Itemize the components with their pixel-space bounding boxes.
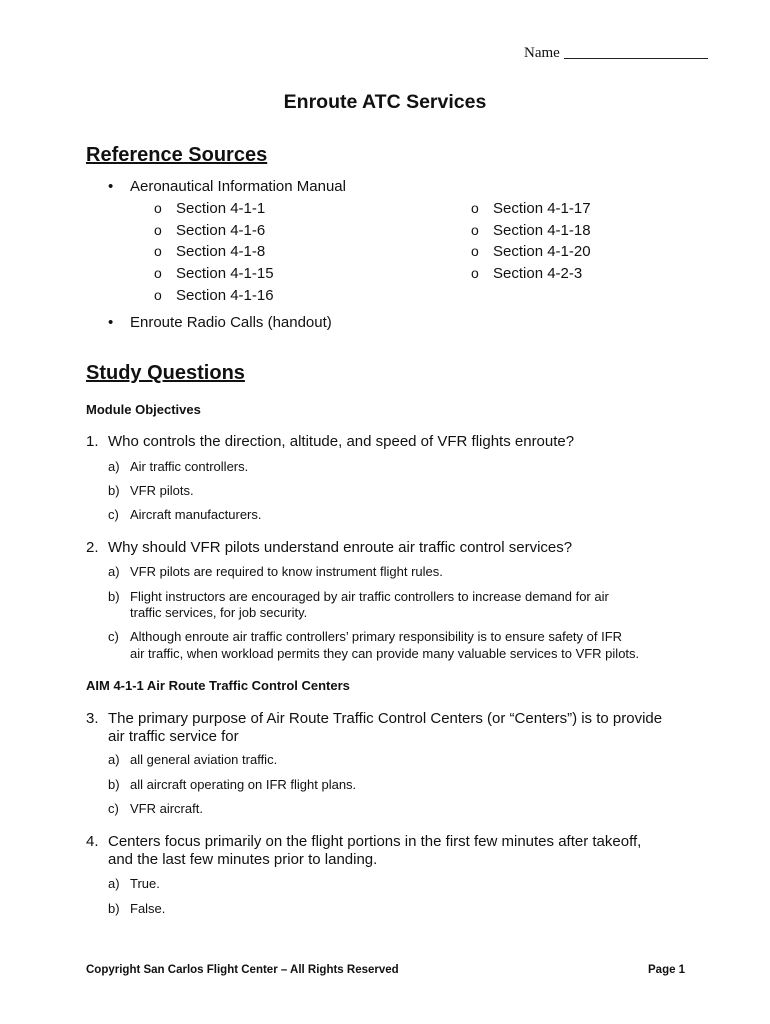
reference-item-label: Enroute Radio Calls (handout) [130,314,332,331]
option-label: b) [108,589,120,604]
answer-option [108,901,165,916]
option-text: False. [130,901,166,916]
option-text: VFR pilots are required to know instrument flight rules. [130,564,443,579]
option-label: c) [108,801,119,816]
question-4 [86,833,641,850]
question-text-continued: air traffic service for [108,728,239,745]
option-label: b) [108,777,120,792]
bullet-icon: • [108,314,114,331]
question-text: Why should VFR pilots understand enroute air traffic control services? [108,539,573,556]
option-label: b) [108,483,120,498]
footer-page-number: Page 1 [648,964,686,976]
section-item [154,265,274,282]
section-item [154,200,265,217]
sub-bullet-icon: o [154,243,162,259]
option-text: all general aviation traffic. [130,752,278,767]
reference-item-aim [108,178,346,195]
section-item [154,287,274,304]
sub-bullet-icon: o [471,200,479,216]
section-label: Section 4-1-17 [493,200,591,217]
option-text-continued: traffic services, for job security. [130,605,308,620]
option-label: a) [108,876,120,891]
option-text: VFR pilots. [130,483,194,498]
option-label: c) [108,507,119,522]
option-text: Flight instructors are encouraged by air traffic controllers to increase demand for air [130,589,609,604]
question-3 [86,710,662,727]
option-label: b) [108,901,120,916]
name-blank-line [564,44,708,59]
question-2 [86,539,572,556]
option-label: a) [108,459,120,474]
option-label: a) [108,564,120,579]
sub-bullet-icon: o [471,243,479,259]
answer-option [108,777,356,792]
sub-bullet-icon: o [154,287,162,303]
answer-option [108,629,622,644]
name-field [524,44,708,62]
question-number: 3. [86,710,99,727]
sub-bullet-icon: o [471,265,479,281]
answer-option [108,876,160,891]
answer-option [108,483,194,498]
option-text: VFR aircraft. [130,801,203,816]
name-label: Name [524,45,560,61]
option-label: c) [108,629,119,644]
option-text: Air traffic controllers. [130,459,249,474]
study-questions-heading: Study Questions [86,362,245,384]
option-text: True. [130,876,160,891]
answer-option [108,564,443,579]
section-item [471,265,582,282]
section-label: Section 4-1-1 [176,200,266,217]
section-label: Section 4-1-8 [176,243,266,260]
option-label: a) [108,752,120,767]
question-1 [86,433,574,450]
question-text: The primary purpose of Air Route Traffic Control Centers (or “Centers”) is to provide [108,710,663,727]
sub-bullet-icon: o [471,222,479,238]
section-item [471,243,591,260]
answer-option [108,801,203,816]
sub-bullet-icon: o [154,265,162,281]
answer-option [108,589,609,604]
aim-section-heading: AIM 4-1-1 Air Route Traffic Control Centers [86,678,350,693]
answer-option [108,459,248,474]
section-label: Section 4-1-18 [493,222,591,239]
question-text: Who controls the direction, altitude, and speed of VFR flights enroute? [108,433,575,450]
reference-item-handout [108,314,332,331]
answer-option [108,752,277,767]
section-item [154,222,265,239]
document-title: Enroute ATC Services [283,91,487,113]
question-number: 4. [86,833,99,850]
section-label: Section 4-1-6 [176,222,266,239]
reference-sources-heading: Reference Sources [86,144,268,166]
bullet-icon: • [108,178,114,195]
reference-item-label: Aeronautical Information Manual [130,178,346,195]
sub-bullet-icon: o [154,222,162,238]
footer-copyright: Copyright San Carlos Flight Center – All Rights Reserved [86,964,399,976]
section-label: Section 4-1-20 [493,243,591,260]
option-text: Aircraft manufacturers. [130,507,262,522]
question-text-continued: and the last few minutes prior to landing. [108,851,378,868]
question-text: Centers focus primarily on the flight portions in the first few minutes after takeoff, [108,833,642,850]
question-number: 1. [86,433,99,450]
question-number: 2. [86,539,99,556]
option-text: Although enroute air traffic controllers’ primary responsibility is to ensure safety of IFR [130,629,623,644]
module-objectives-heading: Module Objectives [86,402,201,417]
section-item [154,243,265,260]
section-label: Section 4-1-16 [176,287,274,304]
option-text-continued: air traffic, when workload permits they can provide many valuable services to VFR pilots. [130,646,640,661]
section-label: Section 4-1-15 [176,265,274,282]
section-item [471,200,591,217]
option-text: all aircraft operating on IFR flight plans. [130,777,357,792]
answer-option [108,507,262,522]
section-item [471,222,591,239]
sub-bullet-icon: o [154,200,162,216]
section-label: Section 4-2-3 [493,265,583,282]
